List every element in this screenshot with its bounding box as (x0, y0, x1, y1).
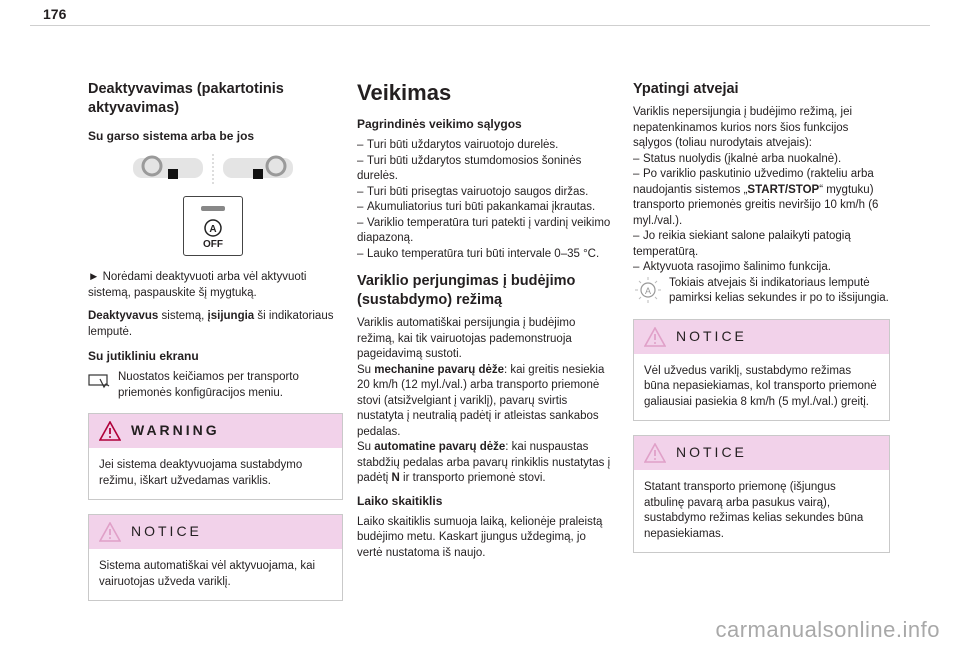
paragraph-deactivate: Deaktyvavus sistemą, įsijungia ši indikatoriaus lemputė. (88, 310, 334, 338)
top-rule (30, 25, 930, 26)
column-1 (88, 80, 343, 615)
svg-text:A: A (644, 285, 652, 296)
notice-text: Sistema automatiškai vėl aktyvuojama, kai vairuotojas užveda variklį. (99, 560, 316, 588)
off-label: OFF (203, 239, 223, 250)
list-item: – Turi būti uždarytos stumdomosios šoninės durelės. (357, 154, 582, 182)
list-item: – Turi būti prisegtas vairuotojo saugos diržas. (357, 185, 589, 198)
watermark: carmanualsonline.info (715, 617, 940, 642)
touchscreen-icon (88, 370, 118, 396)
lamp-row (633, 276, 890, 307)
notice-box-3 (633, 435, 890, 553)
subheading-touchscreen: Su jutikliniu ekranu (88, 349, 199, 363)
section-title-special-cases: Ypatingi atvejai (633, 81, 739, 97)
list-item: – Po variklio paskutinio užvedimo (rakteliu arba naudojantis sistemos „START/STOP“ mygtuku) transporto priemonės greitis neviršijo 10 km/h (6 myl./val.). (633, 168, 879, 227)
page-number: 176 (43, 6, 67, 22)
paragraph-time-counter: Laiko skaitiklis sumuoja laiką, kelionėje praleistą budėjimo metu. Kaskart įjungus uždegimą, jo vertė nustatoma iš naujo. (357, 515, 603, 559)
dashboard-illustration-icon (128, 152, 298, 186)
steering-wheel-illustration (128, 152, 343, 186)
warning-label: WARNING (131, 422, 220, 439)
warning-text: Jei sistema deaktyvuojama sustabdymo režimu, iškart užvedamas variklis. (99, 459, 303, 487)
section-title-standby: Variklio perjungimas į budėjimo (sustabdymo) režimą (357, 273, 576, 308)
section-title-operation: Veikimas (357, 80, 452, 105)
list-item: – Status nuolydis (įkalnė arba nuokalnė). (633, 152, 842, 165)
notice-header (634, 436, 889, 470)
notice-text: Vėl užvedus variklį, sustabdymo režimas būna nepasiekiamas, kol transporto priemonė galiausiai pasiekia 8 km/h (5 myl./val.) greitį. (644, 364, 877, 408)
notice-label: NOTICE (676, 444, 747, 461)
conditions-list (357, 138, 612, 262)
notice-icon (644, 327, 666, 347)
notice-label: NOTICE (131, 523, 202, 540)
notice-header (634, 320, 889, 354)
notice-icon (644, 443, 666, 463)
standby-lamp-icon (633, 276, 663, 310)
paragraph-special: Variklis nepersijungia į budėjimo režimą, jei nepatenkinamos kurios nors šios funkcijos sąlygos (toliau nurodytais atvejais): (633, 106, 853, 149)
notice-icon (99, 522, 121, 542)
stop-start-off-button (183, 196, 243, 256)
subheading-conditions: Pagrindinės veikimo sąlygos (357, 117, 522, 131)
section-title-deactivation: Deaktyvavimas (pakartotinis aktyvavimas) (88, 81, 284, 116)
list-item: – Jo reikia siekiant salone palaikyti patogią temperatūrą. (633, 230, 851, 258)
notice-label: NOTICE (676, 327, 747, 344)
subheading-audio: Su garso sistema arba be jos (88, 129, 255, 143)
warning-box (88, 413, 343, 500)
notice-text: Statant transporto priemonę (išjungus atbulinę pavarą arba pasukus vairą), sustabdymo režimas kelias sekundes būna nepasiekiamas. (644, 481, 864, 540)
warning-header (89, 414, 342, 448)
list-item: – Lauko temperatūra turi būti intervale 0–35 °C. (357, 247, 600, 260)
notice-box-2 (633, 319, 890, 422)
column-3 (633, 80, 890, 567)
touchscreen-text: Nuostatos keičiamos per transporto priemonės konfigūracijos meniu. (118, 371, 299, 399)
list-item: – Turi būti uždarytos vairuotojo durelės. (357, 139, 559, 151)
svg-text:A: A (209, 224, 217, 235)
lamp-text: Tokiais atvejais ši indikatoriaus lemputė pamirksi kelias sekundes ir po to išsijungia. (669, 276, 889, 304)
list-item: – Akumuliatorius turi būti pakankamai įkrautas. (357, 201, 596, 213)
column-2 (357, 80, 612, 569)
list-item: – Aktyvuota rasojimo šalinimo funkcija. (633, 261, 831, 273)
warning-icon (99, 421, 121, 441)
notice-header (89, 515, 342, 549)
paragraph-manual: Su mechanine pavarų dėže: kai greitis nesiekia 20 km/h (12 myl./val.) arba transporto priemonė stovi (atsižvelgiant į variklį), pavarų svirtis nustatyta į neutralią padėtį ir atleistas sankabos pedalas. (357, 363, 605, 438)
touchscreen-row (88, 370, 343, 401)
list-item: – Variklio temperatūra turi patekti į vardinį veikimo diapazoną. (357, 216, 611, 244)
paragraph-automatic: Su automatine pavarų dėže: kai nuspaustas stabdžių pedalas arba pavarų rinkiklis nustatytas į padėtį N ir transporto priemonė stovi. (357, 441, 611, 484)
paragraph-press-button: ► Norėdami deaktyvuoti arba vėl aktyvuoti sistemą, paspauskite šį mygtuką. (88, 271, 307, 299)
paragraph-standby: Variklis automatiškai persijungia į budėjimo režimą, kai tik vairuotojas pademonstruoja pageidavimą sustoti. (357, 317, 576, 360)
subheading-time-counter: Laiko skaitiklis (357, 493, 443, 508)
notice-box-1 (88, 514, 343, 601)
